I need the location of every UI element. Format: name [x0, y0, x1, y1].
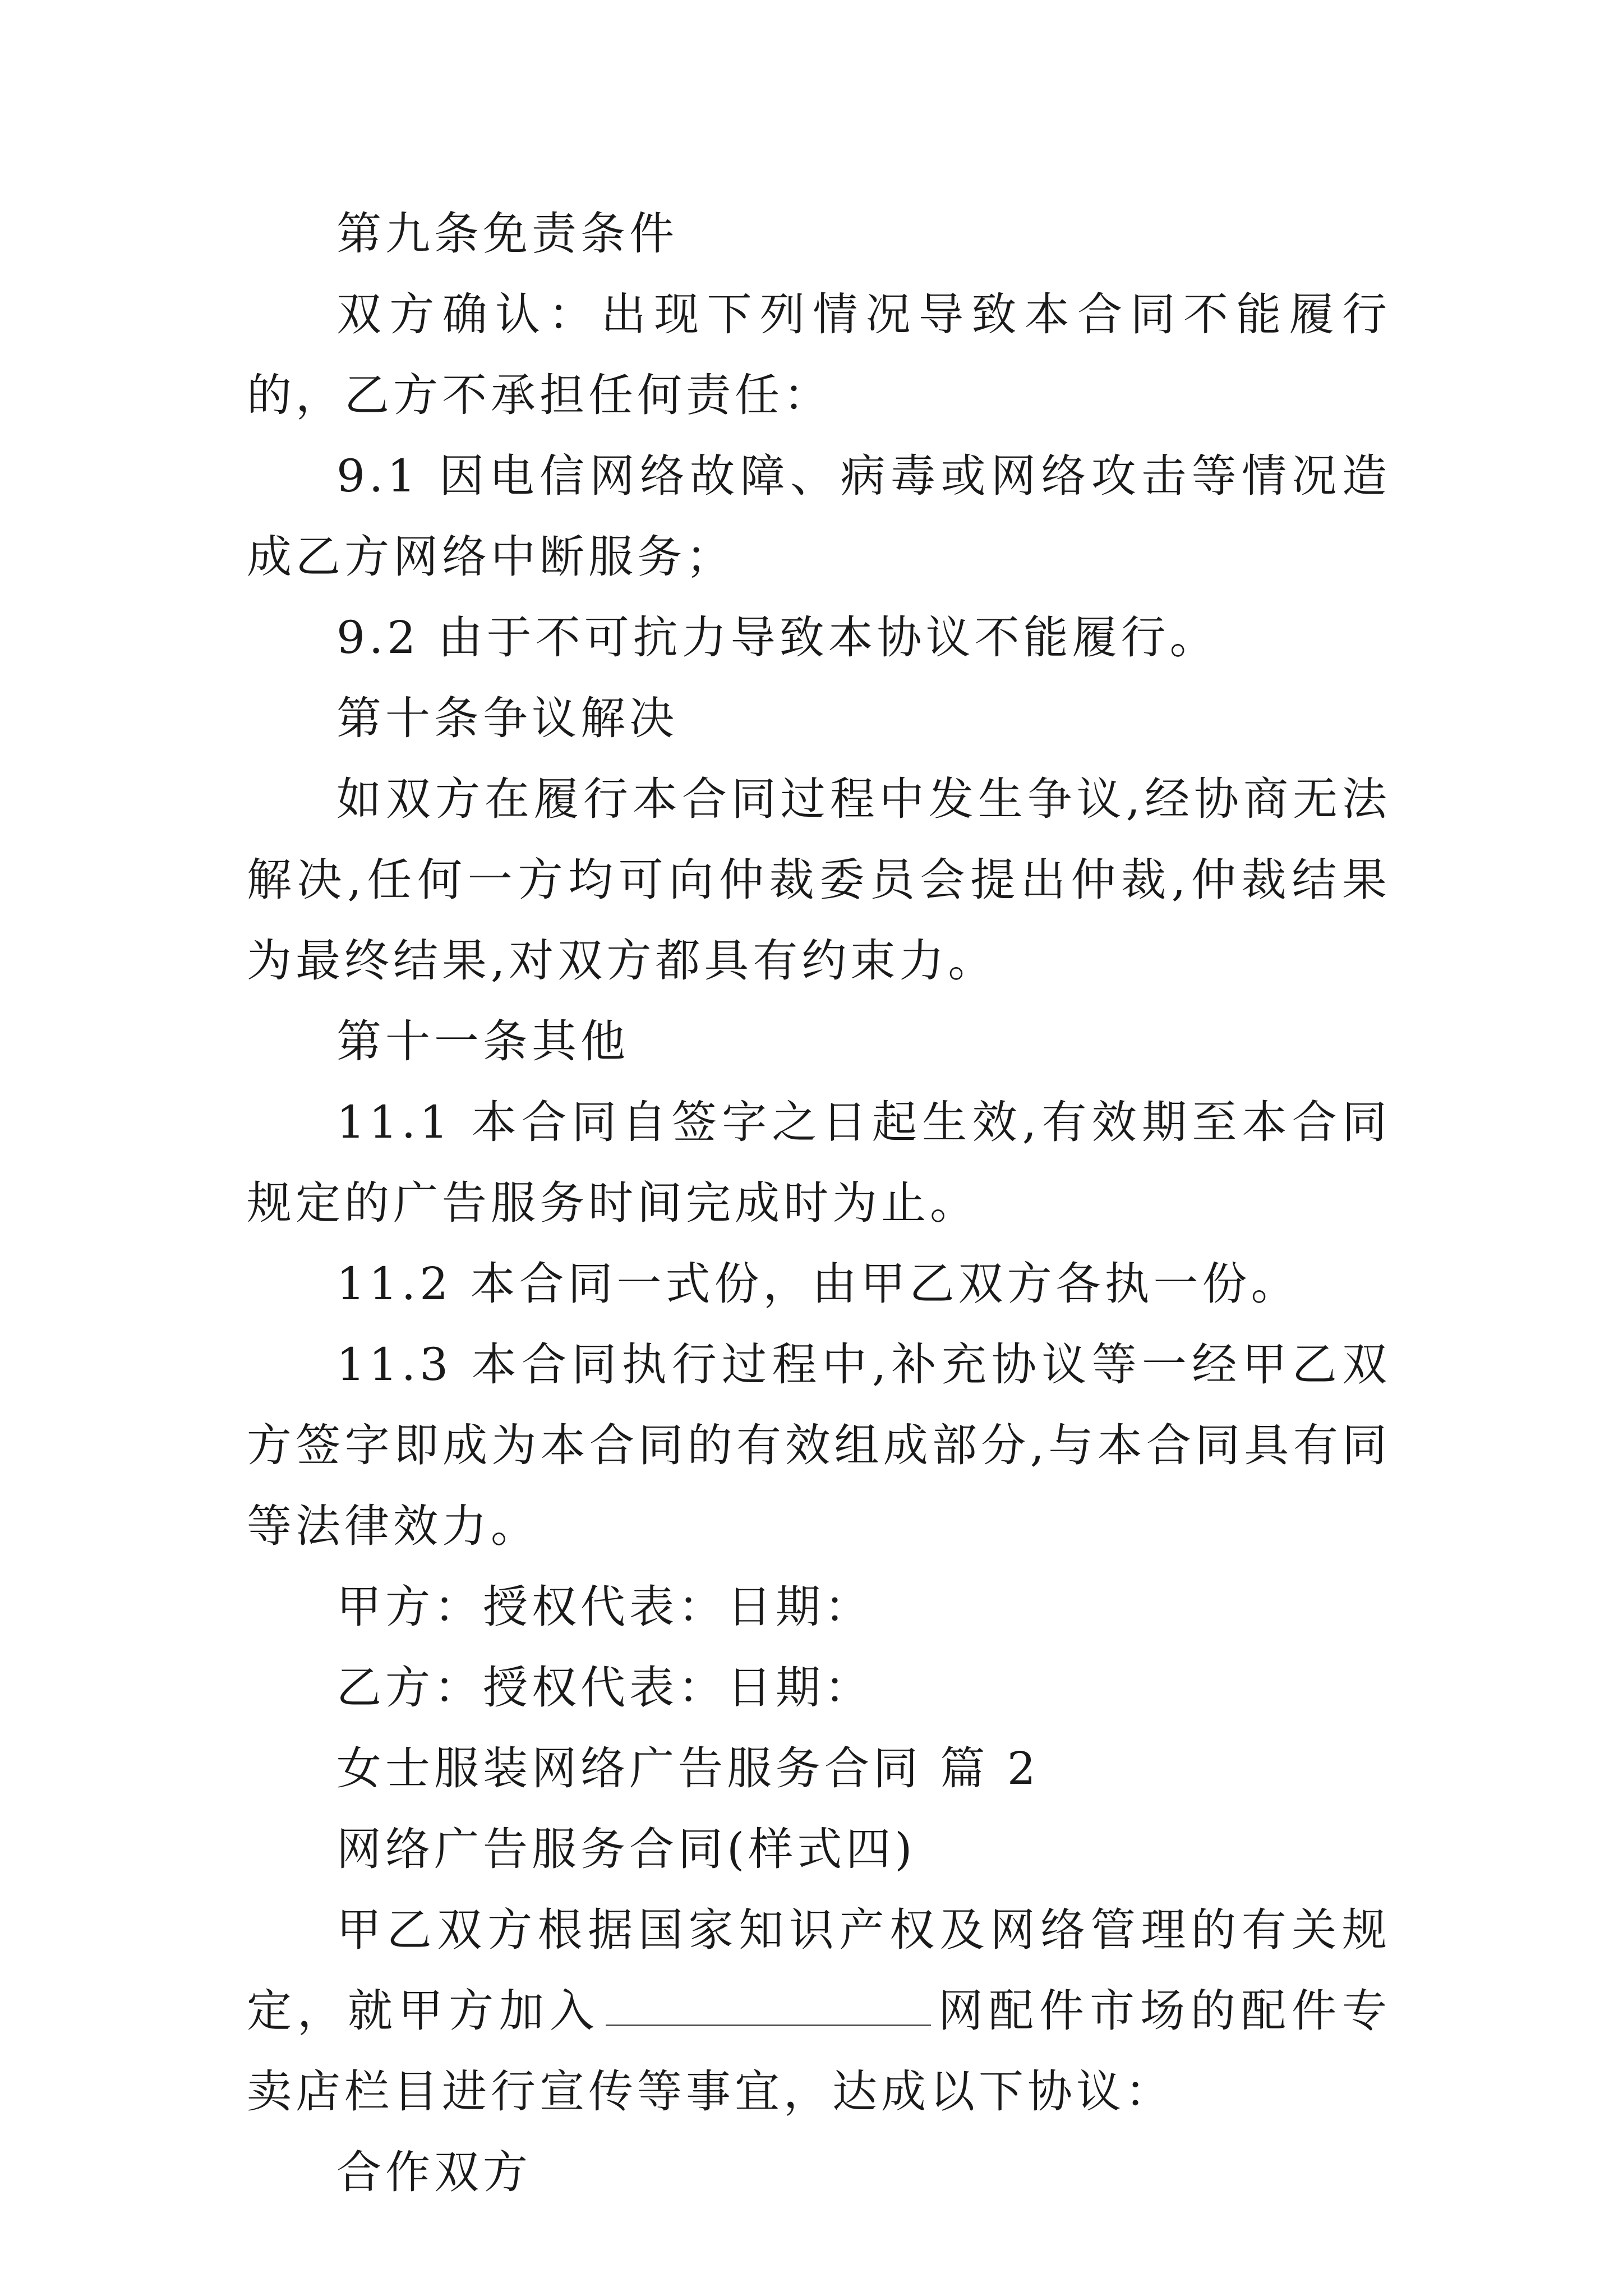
party-a-signature-line: 甲方：授权代表：日期：	[336, 1581, 873, 1633]
article-11-clause-2: 11.2 本合同一式份，由甲乙双方各执一份。	[336, 1258, 1300, 1310]
intro-text-part-1: 甲乙双方根据国家知识产权及网络管理的有关规定，就甲方加入	[247, 1904, 1391, 2037]
document-page	[247, 194, 1391, 2213]
fill-in-blank	[606, 1985, 931, 2026]
intro-text-part-2: 网配件市场的配件专卖店栏目进行宣传等事宜，达成以下协议：	[247, 1985, 1391, 2118]
parties-heading: 合作双方	[336, 2146, 532, 2198]
intro-paragraph	[247, 1890, 1391, 2132]
article-10-body: 如双方在履行本合同过程中发生争议,经协商无法解决,任何一方均可向仲裁委员会提出仲裁,仲裁结果为最终结果,对双方都具有约束力。	[247, 773, 1391, 987]
article-9-clause-2: 9.2 由于不可抗力导致本协议不能履行。	[336, 611, 1219, 664]
article-9-intro: 双方确认：出现下列情况导致本合同不能履行的，乙方不承担任何责任：	[247, 288, 1391, 421]
article-10-title: 第十条争议解决	[336, 692, 678, 744]
article-11-clause-1: 11.1 本合同自签字之日起生效,有效期至本合同规定的广告服务时间完成时为止。	[247, 1096, 1391, 1229]
article-9-clause-1: 9.1 因电信网络故障、病毒或网络攻击等情况造成乙方网络中断服务；	[247, 450, 1391, 583]
article-9-title: 第九条免责条件	[336, 208, 678, 260]
article-11-title: 第十一条其他	[336, 1015, 629, 1068]
party-b-signature-line: 乙方：授权代表：日期：	[336, 1662, 873, 1714]
chapter-2-title: 女士服装网络广告服务合同 篇 2	[336, 1742, 1040, 1795]
contract-sample-title: 网络广告服务合同(样式四)	[336, 1823, 916, 1875]
article-11-clause-3: 11.3 本合同执行过程中,补充协议等一经甲乙双方签字即成为本合同的有效组成部分,与本合同具有同等法律效力。	[247, 1338, 1391, 1552]
